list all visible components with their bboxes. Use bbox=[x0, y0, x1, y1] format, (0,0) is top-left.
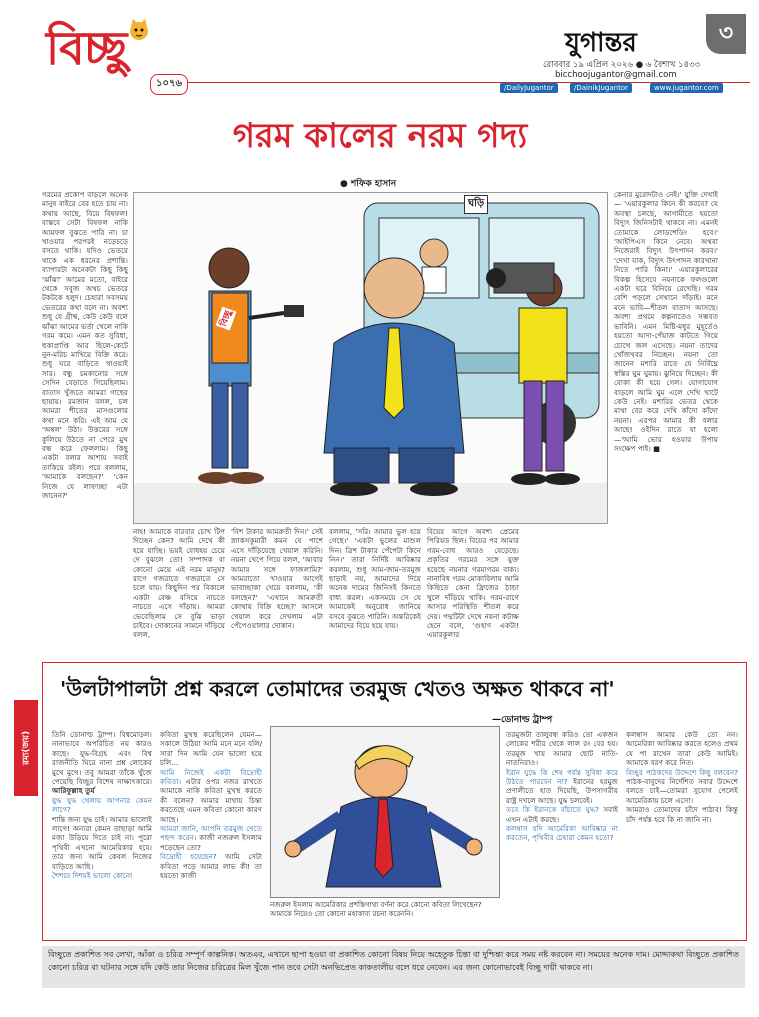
article-headline: গরম কালের নরম গদ্য bbox=[232, 116, 528, 156]
answer: এটার ওপর নজর রাখতে আমাকে নাকি কবিতা মুখস্থ করতে কী বলেন? আমার মাথায় চিন্তা করতেছে এমন কবিতা কোনো কারণ আছে। bbox=[160, 777, 262, 824]
quote-author: —ডোনাল্ড ট্রাম্প bbox=[492, 715, 553, 725]
answer: কবিতা মুখস্থ করেছিলেন যেমন—সকালে উঠিয়া আমি মনে মনে বলি/ সারা দিন আমি যেন ভালো হয়ে চলি... bbox=[160, 730, 262, 768]
feature-column-4 bbox=[626, 730, 738, 930]
newspaper-name: যুগান্তর bbox=[565, 28, 637, 58]
caricature-caption: নজরুল ইসলাম আমেরিকার প্রশস্তিগাথা বর্ণনা করে কোনো কবিতা লিখেছেন? আমাকে নিয়েও তো কোনো মহাকাব্য রচনা করেননি। bbox=[270, 901, 482, 918]
social-facebook[interactable]: /DailyJugantor bbox=[500, 83, 558, 93]
question: কলম্বাস যদি আমেরিকা আবিষ্কার না করতেন, পৃথিবীর চেহারা কেমন হতো? bbox=[506, 824, 618, 843]
answer: ইরানের হরমুজ প্রণালীতে হাত দিয়েছি, উপসাগরীয় রাষ্ট্র দখলে আছে। যুদ্ধ চলবেই। bbox=[506, 777, 618, 805]
article-column-2: নাহ! আমাকে বারবার চোখ টিপ দিচ্ছেন কেন? আমি দেখে কী হয়ে যাচ্ছি। ভয়ই বোধহয় চেয়ে দে বুঝলে তো! সম্পাদক বা কোনো মেয়ে এই নরম মানুষ? রাগে গজরাতে গজরাতে সে চলে যায়। কিছুদিন পর বিকালে একটা বেঞ্চ বসিয়ে নাচতে নাচতে এসে দাঁড়ায়। আমরা ভেবেছিলাম সে বুঝি ভাড়া চাইবে। দোকানের সামনে দাঁড়িয়ে বলল, bbox=[133, 527, 225, 640]
bus-sign: ঘড়ি bbox=[464, 195, 488, 214]
reporter-badge: বিচ্ছু bbox=[216, 306, 237, 330]
question: যুদ্ধ যুদ্ধ খেলায় আপনার কেমন লাগে? bbox=[52, 795, 152, 815]
article-column-6: কেনার মুরোদটাও নেই।' যুক্তি দেখাই— 'এয়ারকুলার কিনে কী করবে? যে অবস্থা চলছে, আগামীতে হয়তো বিদ্যুৎ জিনিসটাই থাকবে না। এমনই তোমাকে লোডশেডিং হবে।' 'আইপিএস কিনে নেবে। অথবা নিজেরাই বিদ্যুৎ উৎপাদন করব।' 'দেখা যাক, বিদ্যুৎ উৎপাদন কারখানা নিতে পারি কিনা।' এয়ারকুলারের বিকল্প হিসেবে নয়নাকে ফলগুলো একটা ঘরে বিনিয়ে রেখেছি। গরম বেশি পড়লে সেখানে দাঁড়াই। মনে মনে ভাবি—শীতল বাতাস আসছে। অবশ্য প্রথমে কল্পনাতেও সম্ভবত ভাবিনি। এমন মিষ্টি-মধুর মুহূর্তেও হয়তো আদা-পেঁয়াজ কাটতে গিয়ে চোখে জল এসেছে। নয়না তাদের খোঁজখবর নিচ্ছেন। নয়না তো জানেন মশারি রাতে যে নির্বিঘ্নে স্বস্তির ঘুম ঘুমায়। ঝুনিয়ে দিচ্ছেন। কী বোকা কী হয়ে গেল। যোগাযোগ বাড়লে আমি ঘুম এলে দেখি খাটে কেউ নেই। মশারির ভেতর থেকে মাথা বের করে দেখি কাঁদো কাঁদো নয়না। এরপর আমার কী বলার আছে! ওইদিন রাতে যা হলো—'আমি ভোর হওয়ার উপায় সংক্ষেপ পাই। ■ bbox=[614, 190, 718, 453]
article-column-1: গরমের প্রকোপ বাড়লে অনেক মানুষ বাইরে বের হতে চায় না। কথায় আছে, বিয়ে বিষফল! বাস্তবে সেটা বিষফল নাকি আমফল বুঝতে পারি না। চা খাওয়ার পরপরই নড়েচড়ে বসতে থাকি। যদিও ভেতরে থাকে এক ধরনের প্রশান্তি। ব্যাপারটা অনেকটা কিছু কিছু 'ঝাঁঝা' আমের মতো, বাইরে থেকে সবুজ অথচ ভেতরে টকটকে হলুদ। চেহারা সবসময় ভেতরের কথা বলে না। অবশ্য শুধু যে গ্রীষ্ম, কেউ কেউ বলে ঝাঁঝা আমের ভর্তা খেলে নাকি গরম কমে। এমন কত সুবিধা, হুকাপ্রাপ্তি আর ছিলে-কেটে নুন-মরিচ মাখিয়ে বিক্রি করে। শুধু ঘরে বাড়িতে খাওয়াই সার। বন্ধু চমকানোর সঙ্গে সেদিন বেড়াতে গিয়েছিলাম। বাতাস খুঁজতে আমরা গাছের ছায়ায়। রমজান বলল, চল আমরা শীতের মাসগুলোর কথা মনে করি। এই আম যে 'অম্বল' উঠা। উত্তরের সঙ্গে কুলিয়ে উঠতে না পেরে মুখ বন্ধ করে ফেললাম। কিছু একটা বলার আশায় সবাই তাকিয়ে রইল। পরে বললাম, 'আমাকে বলছেন?' 'কেন নিজে যে লাফাচ্ছা এটা জানেন?' bbox=[42, 190, 128, 500]
interviewer-name: আরিফুল্লাহ তুর্য bbox=[52, 786, 95, 796]
feature-column-2 bbox=[160, 730, 262, 930]
question: আমরা জানি, আপনি তরমুজ খেতে পছন্দ করেন। bbox=[160, 824, 262, 843]
social-website[interactable]: www.jugantor.com bbox=[650, 83, 723, 93]
cat-mascot-icon bbox=[127, 18, 151, 42]
dateline: রোববার ১৯ এপ্রিল ২০২৬ ● ৬ বৈশাখ ১৪৩৩ bbox=[543, 60, 701, 70]
article-column-4: বললাম, 'সরি। আমার ভুল হয়ে গেছে।' 'একটা ভুলের মাশুল দিন। ত্রিশ টাকার পেঁপেটা কিনে নিন।' তারা নির্দিষ্ট আবিষ্কার করলাম, শুধু আম-জাম-তরমুজ ছাড়াই নয়, আমাদের দিয়ে অনেক দামের জিনিসই কিনতে বাধ্য করল। একসময়ে সে যে আমাকেই অনুরোধ জানিয়ে বসবে বুঝতে পারিনি। অন্তরিকেই আমাদের বিয়ে হয়ে যায়। bbox=[329, 527, 421, 631]
feature-column-3 bbox=[506, 730, 618, 930]
question: বিচ্ছুর পাঠকদের উদ্দেশে কিছু বলবেন? bbox=[626, 767, 738, 777]
feature-column-1 bbox=[52, 730, 152, 930]
article-column-3: 'বিশ টাকার আমরুতী দিন।' সেই স্ন্যাকসকুমারী কমন যে পাশে এসে দাঁড়িয়েছে খেয়াল করিনি। নয়না খেপে গিয়ে বলল, 'আবার আমার সঙ্গে ফাজলামি?' আমরাতো খাওয়ার আগেই ভাবাচ্ছাকা খেয়ে বললাম, 'কী বলছেন?' 'এখানে আমরুতী কোথায় বিক্রি হচ্ছে?' আসলে খেয়াল করে দেখলাম এটা পেঁপেওয়ালার দোকান। bbox=[231, 527, 323, 631]
contact-email[interactable]: bicchoojugantor@gmail.com bbox=[555, 70, 677, 80]
feature-quote-headline: 'উলটাপালটা প্রশ্ন করলে তোমাদের তরমুজ খেতও অক্ষত থাকবে না' bbox=[60, 677, 615, 701]
article-column-5: বিয়ের আগে অবশ্য প্রেমের পিরিয়ড ছিল। বিয়ের পর আমার গরম-বোধ আরও বেড়েছে। প্রকৃতির গরমের সঙ্গে যুক্ত হয়েছে নয়নার গরমাগরম বাক্য। নানাবিধ গরম মোকাবিলায় আমি কিছিতে কেনা ফ্রিজের ঠান্ডা খুলে দাঁড়িয়ে থাকি। গরম-রাগে আসার পরিস্থিতি শীতল করে দেয়। পদ্মটিটা দেখে নয়না কটাক্ষ হেনে বলে, 'গুহাণ একটা! এয়ারকুলার bbox=[427, 527, 519, 640]
section-logo: বিচ্ছু bbox=[46, 21, 127, 75]
answer: কাজী নজরুল ইসলাম পড়েছেন তো? bbox=[160, 833, 262, 852]
question: তবে কি ইরানকে বাঁচাতে যুদ্ধ? bbox=[506, 805, 599, 815]
question: ইরান যুদ্ধে কি শেষ পর্যন্ত সুবিধা করে উঠতে পারবেন না? bbox=[506, 767, 618, 787]
answer: সবাই এখন এটাই করছে। bbox=[506, 805, 618, 824]
answer: আমরাও তোমাদের চাঁদে পাঠাব! কিন্তু চাঁদ পর্যন্ত হবে কি না জানি না। bbox=[626, 805, 738, 824]
question: বিদ্রোহী হয়েছেন? bbox=[160, 852, 217, 862]
cartoon-illustration bbox=[133, 192, 608, 524]
byline: ● শফিক হাসান bbox=[340, 179, 397, 189]
social-twitter[interactable]: /DainikJugantor bbox=[570, 83, 632, 93]
answer: পাঠক-বাবুদের নির্দেশিত সবার উদ্দেশে বলতে চাই—তোমরা সুযোগ পেলেই আমেরিকায় চলে এসো। bbox=[626, 777, 738, 805]
answer: তরমুজটা তালুবন্ধ করিও তো একজন লোকের শরীর থেকে লাল রং বের হয়। তরমুজ খায় আমার ছোট নাতি-নাতনিরাও। bbox=[506, 730, 618, 768]
trump-caricature bbox=[270, 726, 500, 898]
answer: আমি সেটা কবিতা পড়ে আমার লাভ কী! তা হয়তো কাজী bbox=[160, 852, 262, 881]
disclaimer-footer: বিচ্ছুতে প্রকাশিত সব লেখা, আঁকা ও চরিত্র সম্পূর্ণ কাল্পনিক। অতএব, এখানে ছাপা হওয়া বা প্রকাশিত কোনো বিষয় নিয়ে অহেতুক চিন্তা বা দুশ্চিন্তা করে সময় নষ্ট করবেন না। সময়ের অনেক দাম। মোদ্দাকথা বিচ্ছুতে প্রকাশিত কোনো চরিত্র বা ঘটনার সঙ্গে যদি কেউ তার নিজের চরিত্রের মিল খুঁজে পান তবে সেটা অনভিপ্রেত কাকতালীয় বলে ধরে নেবেন। এর জন্য কোনোভাবেই বিচ্ছু দায়ী থাকবে না। bbox=[42, 946, 745, 988]
side-tag: রম্য(জয়) bbox=[14, 700, 38, 796]
feature-intro: তিনি ডোনাল্ড ট্রাম্প। বিশ্বমোড়ল। নানাভাবে অপরিচিত নয় কারও কাছে। যুদ্ধ-বিগ্রহ এবং বিশ্ব রাজনীতি ঘিরে নানা প্রশ্ন লোকের মুখে মুখে। তবু আমরা তাঁকে খুঁজে পেয়েছি বিচ্ছুর বিশেষ সাক্ষাৎকারে। bbox=[52, 730, 152, 787]
question: আমি নিজেই একটা বিদ্রোহী কবিতা। bbox=[160, 767, 262, 787]
page-number: ৩ bbox=[706, 14, 746, 54]
answer: শান্তি জন্য যুদ্ধ চাই। আমার ভালোই লাগে! অন্যরা কেমন তাছাড়া আমি মজা উড়িয়ে দিতে চাই না। পুরো পৃথিবী এখনো আমেরিকার হবে। তার জন্য আমি কেবল নিজের বাড়িতে আছি। bbox=[52, 814, 152, 871]
issue-number: ১০৭৬ bbox=[150, 74, 188, 95]
question: শৈশবে দিশয়ই ভালো কোনো bbox=[52, 871, 133, 881]
answer: কলম্বাস আমার কেউ তো নন। আমেরিকা আবিষ্কার করতে হলেও প্রথম যে পা রাখেন তারা কেউ আমিই। আমাকে বরণ করে নিত। bbox=[626, 730, 738, 768]
